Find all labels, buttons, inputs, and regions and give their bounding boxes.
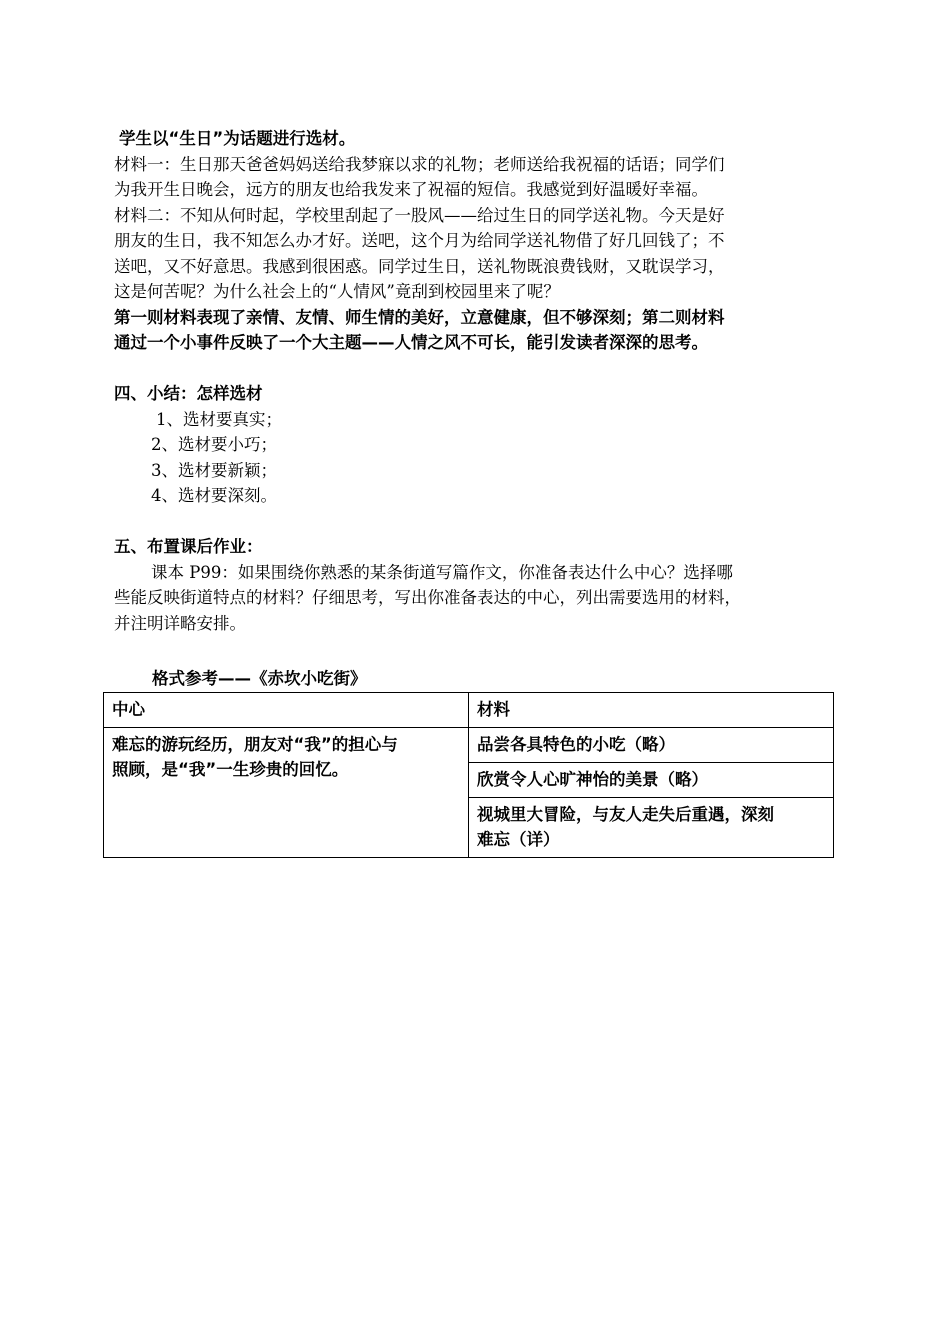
spacer <box>114 636 836 666</box>
center-line: 难忘的游玩经历，朋友对“我”的担心与 <box>112 734 398 754</box>
analysis-line: 通过一个小事件反映了一个大主题——人情之风不可长，能引发读者深深的思考。 <box>114 333 708 352</box>
summary-item: 3、选材要新颖； <box>151 460 277 480</box>
reference-caption: 格式参考——《赤坎小吃街》 <box>152 669 367 688</box>
material-one-line: 为我开生日晚会，远方的朋友也给我发来了祝福的短信。我感觉到好温暖好幸福。 <box>114 180 708 199</box>
material-two-line: 这是何苦呢？为什么社会上的“人情风”竟刮到校园里来了呢？ <box>114 282 560 301</box>
homework-line: 并注明详略安排。 <box>114 613 246 633</box>
table-header-material: 材料 <box>469 692 834 727</box>
homework-line: 课本 P99：如果围绕你熟悉的某条街道写篇作文，你准备表达什么中心？选择哪 <box>151 562 733 582</box>
table-row <box>104 727 834 762</box>
table-header-center: 中心 <box>104 692 469 727</box>
material-cell <box>469 762 834 797</box>
analysis <box>114 305 836 356</box>
spacer <box>114 509 836 535</box>
center-line: 照顾，是“我”一生珍贵的回忆。 <box>112 759 349 779</box>
intro-heading: 学生以“生日”为话题进行选材。 <box>119 129 356 148</box>
material-line: 欣赏令人心旷神怡的美景（略） <box>477 769 708 789</box>
material-line: 品尝各具特色的小吃（略） <box>477 734 675 754</box>
material-two-line: 朋友的生日，我不知怎么办才好。送吧，这个月为给同学送礼物借了好几回钱了；不 <box>114 231 725 250</box>
material-one-line: 材料一：生日那天爸爸妈妈送给我梦寐以求的礼物；老师送给我祝福的话语；同学们 <box>114 154 725 174</box>
center-cell <box>104 727 469 857</box>
document-page <box>114 126 836 858</box>
analysis-line: 第一则材料表现了亲情、友情、师生情的美好，立意健康，但不够深刻；第二则材料 <box>114 307 725 327</box>
summary-heading: 四、小结：怎样选材 <box>114 384 263 403</box>
material-one <box>114 152 836 203</box>
material-line: 视城里大冒险，与友人走失后重遇，深刻 <box>477 804 774 824</box>
table-header-row <box>104 692 834 727</box>
homework-heading: 五、布置课后作业： <box>114 537 263 556</box>
summary-item: 2、选材要小巧； <box>151 435 277 454</box>
summary-item: 1、选材要真实； <box>156 409 282 429</box>
material-cell <box>469 727 834 762</box>
homework-line: 些能反映街道特点的材料？仔细思考，写出你准备表达的中心，列出需要选用的材料， <box>114 588 741 607</box>
material-line: 难忘（详） <box>477 829 560 849</box>
reference-table <box>103 692 834 858</box>
material-two-line: 送吧，又不好意思。我感到很困惑。同学过生日，送礼物既浪费钱财，又耽误学习， <box>114 256 725 276</box>
material-two <box>114 203 836 305</box>
summary-item: 4、选材要深刻。 <box>151 486 277 505</box>
spacer <box>114 356 836 382</box>
material-cell <box>469 797 834 857</box>
material-two-line: 材料二：不知从何时起，学校里刮起了一股风——给过生日的同学送礼物。今天是好 <box>114 205 725 225</box>
